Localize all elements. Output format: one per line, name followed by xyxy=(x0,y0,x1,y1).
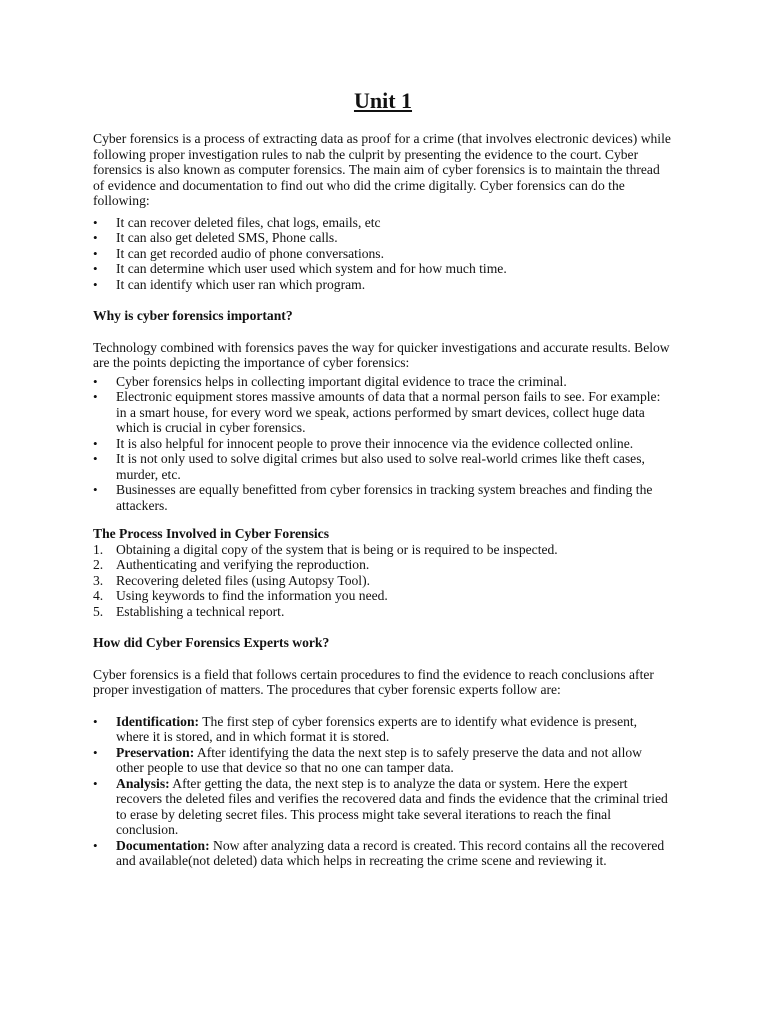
list-item: • It can recover deleted files, chat logs, emails, etc xyxy=(93,215,673,231)
section-heading-process: The Process Involved in Cyber Forensics xyxy=(93,526,330,541)
procedure-term: Preservation: xyxy=(116,744,195,760)
list-item: • It is also helpful for innocent people to prove their innocence via the evidence collected online. xyxy=(93,436,673,452)
procedure-term: Analysis: xyxy=(116,775,170,791)
list-item xyxy=(93,542,673,558)
list-item: • Businesses are equally benefitted from cyber forensics in tracking system breaches and finding the attackers. xyxy=(93,482,673,513)
importance-list xyxy=(93,374,673,514)
list-item: • It can get recorded audio of phone conversations. xyxy=(93,246,673,262)
procedures-list xyxy=(93,714,673,869)
list-item: • It is not only used to solve digital crimes but also used to solve real-world crimes like theft cases, murder, etc. xyxy=(93,451,673,482)
importance-intro: Technology combined with forensics paves the way for quicker investigations and accurate results. Below are the points depicting the importance of cyber forensics: xyxy=(93,339,670,370)
step-number: 2. xyxy=(93,557,104,572)
step-text: Recovering deleted files (using Autopsy Tool). xyxy=(116,572,371,588)
list-item: • It can identify which user ran which program. xyxy=(93,277,673,293)
list-item: • It can determine which user used which system and for how much time. xyxy=(93,261,673,277)
list-item xyxy=(93,776,673,838)
list-item xyxy=(93,745,673,776)
procedure-text: After identifying the data the next step is to safely preserve the data and not allow other people to use that device so that no one can tamper data. xyxy=(116,744,642,775)
list-item: • It can also get deleted SMS, Phone calls. xyxy=(93,230,673,246)
section-heading-experts: How did Cyber Forensics Experts work? xyxy=(93,635,330,650)
procedure-text: The first step of cyber forensics experts are to identify what evidence is present, where it is stored, and in which format it is stored. xyxy=(116,713,638,744)
step-number: 4. xyxy=(93,588,104,603)
list-item xyxy=(93,604,673,620)
list-item: • Electronic equipment stores massive amounts of data that a normal person fails to see. For example: in a smart house, for every word we speak, actions performed by smart devices, collect huge data which is crucial in cyber forensics. xyxy=(93,389,673,436)
list-item xyxy=(93,573,673,589)
list-item xyxy=(93,714,673,745)
list-item xyxy=(93,838,673,869)
experts-intro: Cyber forensics is a field that follows certain procedures to find the evidence to reach conclusions after proper investigation of matters. The procedures that cyber forensic experts follow are: xyxy=(93,666,654,697)
process-steps-list xyxy=(93,542,673,620)
procedure-term: Identification: xyxy=(116,713,200,729)
list-item xyxy=(93,588,673,604)
step-text: Using keywords to find the information you need. xyxy=(116,588,388,603)
procedure-text: After getting the data, the next step is to analyze the data or system. Here the expert recovers the deleted files and verifies the recovered data and finds the evidence that the criminal tried to erase by deleting secret files. This process might take several iterations to reach the final conclusion. xyxy=(116,775,668,837)
section-heading-importance: Why is cyber forensics important? xyxy=(93,308,293,323)
page-title: Unit 1 xyxy=(353,88,413,113)
procedure-term: Documentation: xyxy=(116,837,210,853)
step-number: 1. xyxy=(93,541,104,557)
step-text: Obtaining a digital copy of the system that is being or is required to be inspected. xyxy=(116,541,558,557)
procedure-text: Now after analyzing data a record is created. This record contains all the recovered and available(not deleted) data which helps in recreating the crime scene and reviewing it. xyxy=(116,837,665,868)
list-item: • Cyber forensics helps in collecting important digital evidence to trace the criminal. xyxy=(93,374,673,390)
step-text: Authenticating and verifying the reproduction. xyxy=(116,557,370,572)
capabilities-list xyxy=(93,215,673,293)
step-text: Establishing a technical report. xyxy=(116,603,285,619)
list-item xyxy=(93,557,673,573)
step-number: 5. xyxy=(93,603,104,619)
intro-paragraph: Cyber forensics is a process of extracting data as proof for a crime (that involves electronic devices) while following proper investigation rules to nab the culprit by presenting the evidence to the court. Cyber forensics is also known as computer forensics. The main aim of cyber forensics is to maintain the thread of evidence and documentation to find out who did the crime digitally. Cyber forensics can do the following: xyxy=(93,131,671,208)
step-number: 3. xyxy=(93,572,104,588)
